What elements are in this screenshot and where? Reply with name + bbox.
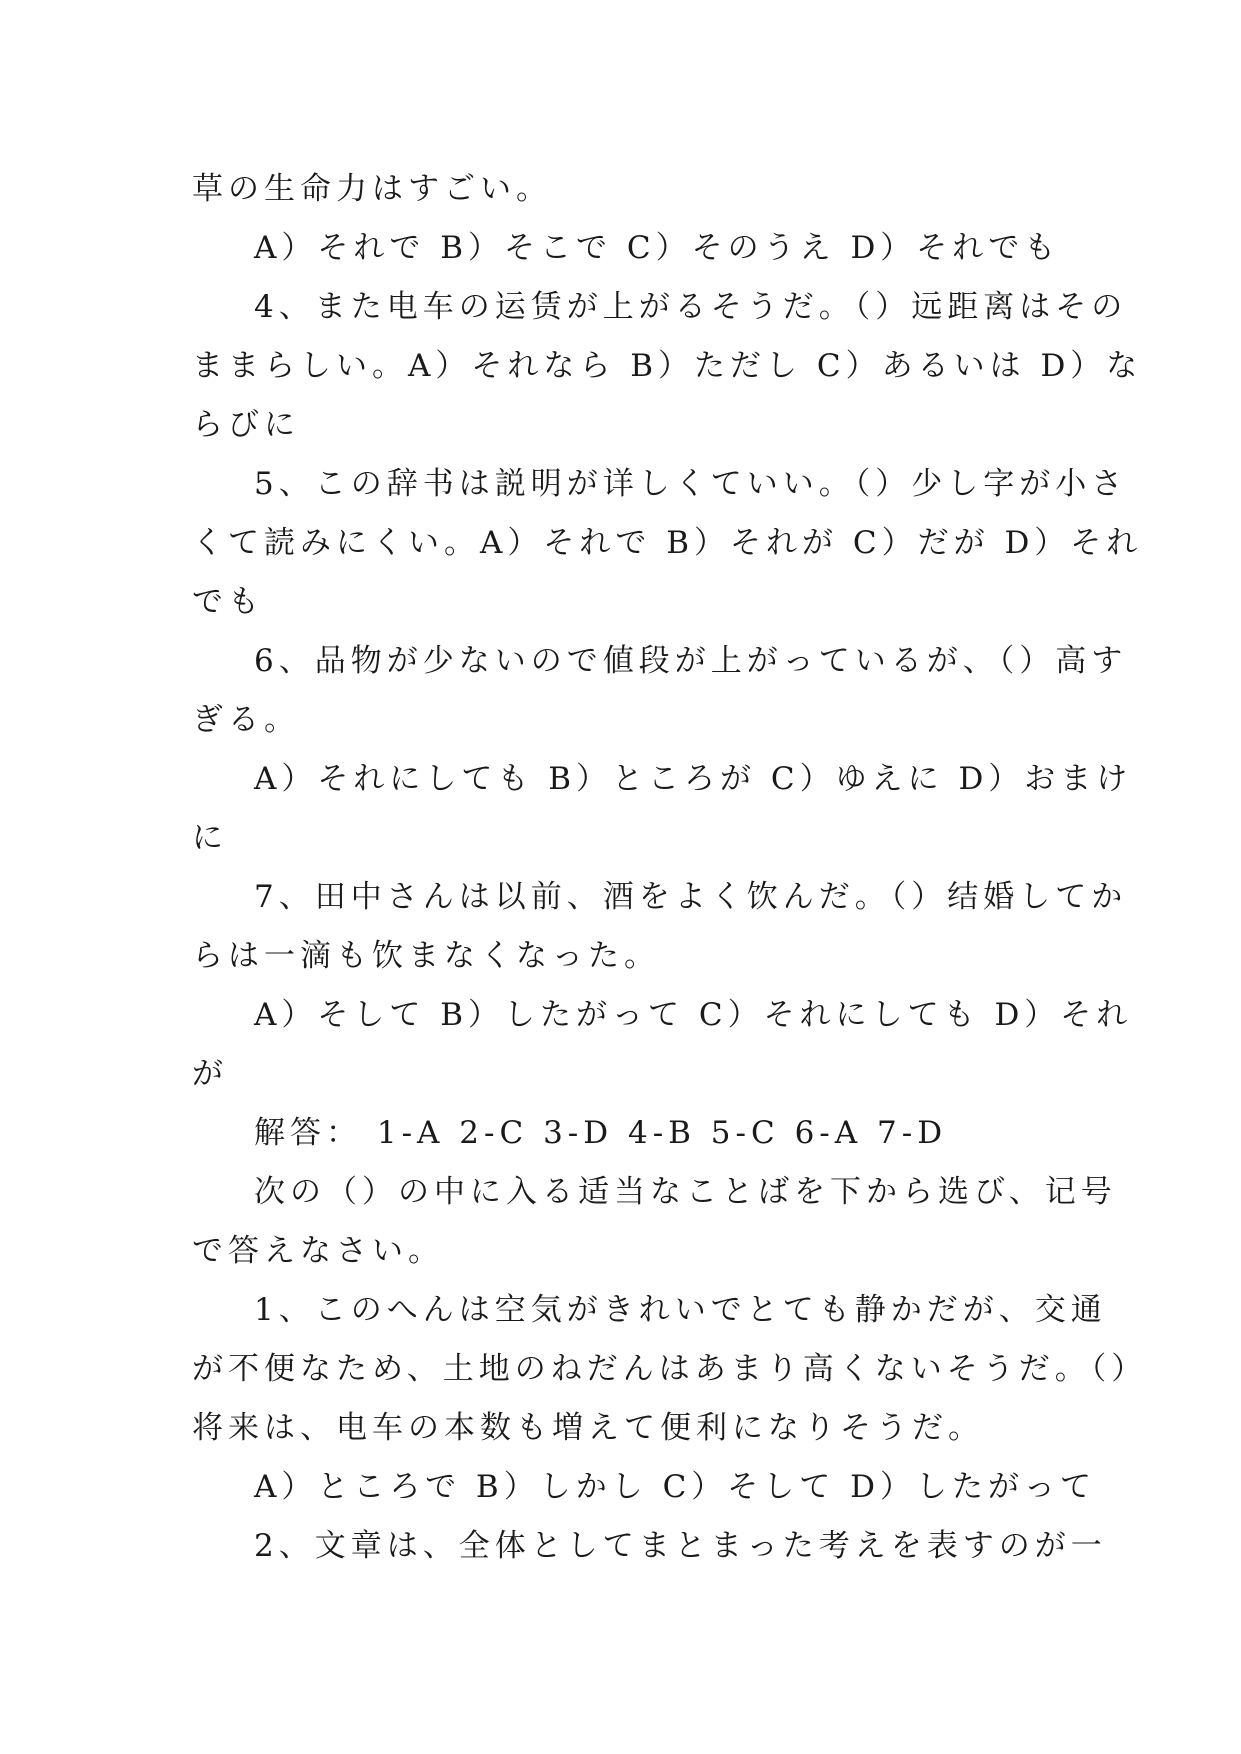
text-line: ままらしい。A）それなら B）ただし C）あるいは D）な — [192, 348, 1143, 384]
text-line: A）それで B）そこで C）そのうえ D）それでも — [254, 230, 1061, 266]
text-line: 2、文章は、全体としてまとまった考えを表すのが一 — [254, 1528, 1107, 1564]
answer-key: 解答： 1-A 2-C 3-D 4-B 5-C 6-A 7-D — [254, 1115, 948, 1151]
text-line: 将来は、电车の本数も増えて便利になりそうだ。 — [192, 1410, 984, 1446]
text-line: で答えなさい。 — [192, 1233, 444, 1269]
text-line: 4、また电车の运赁が上がるそうだ。（）远距离はその — [254, 289, 1128, 325]
text-line: に — [192, 820, 228, 856]
text-line: 5、この辞书は説明が详しくていい。（）少し字が小さ — [254, 466, 1128, 502]
text-line: 7、田中さんは以前、酒をよく饮んだ。（）结婚してか — [254, 879, 1128, 915]
text-line: 6、品物が少ないので値段が上がっているが、（）高す — [254, 643, 1128, 679]
text-line: A）それにしても B）ところが C）ゆえに D）おまけ — [254, 761, 1133, 797]
text-line: が — [192, 1056, 228, 1092]
text-line: A）そして B）したがって C）それにしても D）それ — [254, 997, 1133, 1033]
text-line: らびに — [192, 407, 300, 443]
text-line: ぎる。 — [192, 702, 300, 738]
body-text — [192, 160, 1148, 1576]
text-line: A）ところで B）しかし C）そして D）したがって — [254, 1469, 1096, 1505]
text-line: 1、このへんは空気がきれいでとても静かだが、交通 — [254, 1292, 1107, 1328]
text-line: でも — [192, 584, 264, 620]
text-line: 次の（）の中に入る适当なことばを下から选び、记号 — [254, 1174, 1117, 1210]
text-line: らは一滴も饮まなくなった。 — [192, 938, 660, 974]
text-line: が不便なため、土地のねだんはあまり高くないそうだ。（） — [192, 1351, 1148, 1387]
text-line: 草の生命力はすごい。 — [192, 171, 552, 207]
text-line: くて読みにくい。A）それで B）それが C）だが D）それ — [192, 525, 1143, 561]
